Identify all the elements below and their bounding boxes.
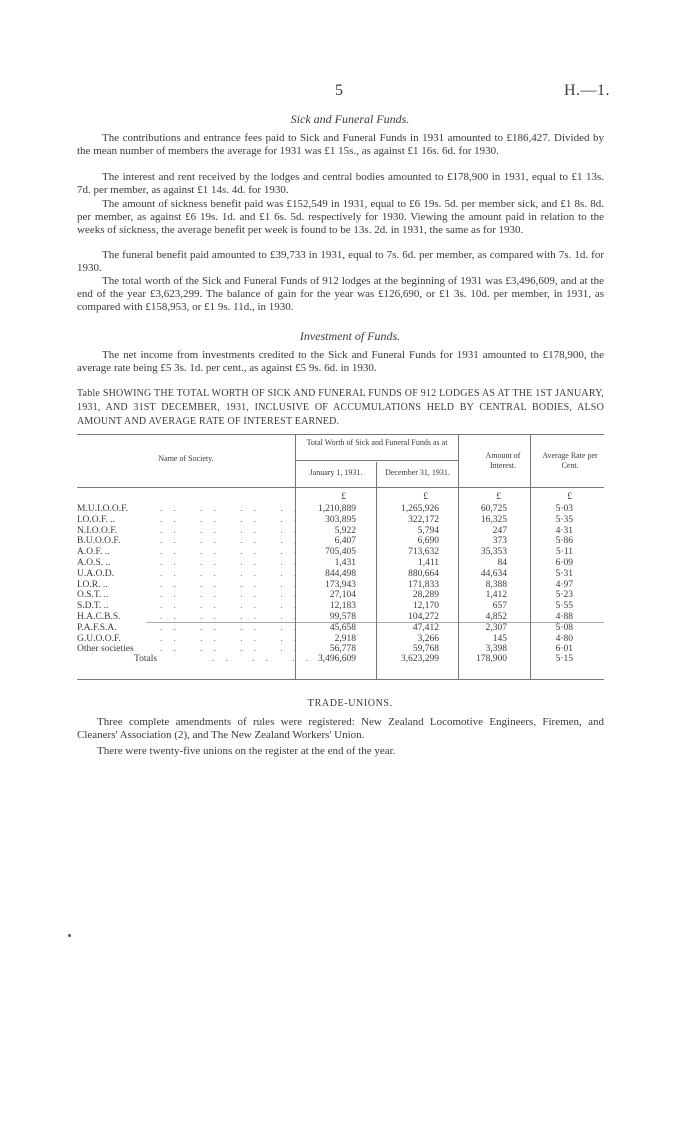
unit-symbol: £ bbox=[496, 492, 501, 502]
society-name: M.U.I.O.O.F. bbox=[77, 504, 128, 514]
worth-dec: 12,170 bbox=[412, 601, 439, 612]
interest-amount: 373 bbox=[492, 536, 507, 547]
worth-dec: 5,794 bbox=[417, 525, 439, 536]
dot-leaders: .. .. .. .. bbox=[160, 601, 308, 612]
totals-interest: 178,900 bbox=[476, 654, 507, 664]
worth-jan: 27,104 bbox=[329, 590, 356, 601]
table-row bbox=[77, 558, 604, 569]
society-name: A.O.F. .. bbox=[77, 547, 110, 558]
sick-funeral-heading: Sick and Funeral Funds. bbox=[290, 112, 410, 126]
interest-amount: 657 bbox=[492, 601, 507, 612]
table-row bbox=[77, 515, 604, 526]
totals-rate: 5·15 bbox=[555, 654, 573, 664]
interest-rate: 5·55 bbox=[555, 601, 573, 612]
totals-dec: 3,623,299 bbox=[401, 654, 439, 664]
paragraph-funeral-benefit: The funeral benefit paid amounted to £39,733 in 1931, equal to 7s. 6d. per member, as compared with 7s. 1d. for 1930. bbox=[77, 249, 604, 275]
dot-leaders: .. .. .. .. bbox=[160, 536, 308, 547]
interest-rate: 5·86 bbox=[555, 536, 573, 547]
dot-leaders: .. .. .. .. bbox=[160, 644, 308, 655]
unit-symbol: £ bbox=[423, 492, 428, 502]
header-jan: January 1, 1931. bbox=[309, 468, 363, 477]
dot-leaders: .. .. .. .. bbox=[160, 590, 308, 601]
interest-amount: 44,634 bbox=[480, 568, 507, 579]
interest-rate: 6·01 bbox=[555, 644, 573, 655]
paragraph-amendments: Three complete amendments of rules were registered: New Zealand Locomotive Engineers, Firemen, and Cleaners' Association (2), and The New Zealand Workers' Union. bbox=[77, 716, 604, 742]
table-row bbox=[77, 569, 604, 580]
worth-jan: 6,407 bbox=[334, 536, 356, 547]
dot-leaders: .. .. .. .. bbox=[160, 547, 308, 558]
society-name: H.A.C.B.S. bbox=[77, 612, 121, 622]
interest-rate: 4·97 bbox=[555, 579, 573, 590]
interest-rate: 5·08 bbox=[555, 622, 573, 633]
interest-amount: 1,412 bbox=[485, 590, 507, 601]
header-dec: December 31, 1931. bbox=[385, 468, 450, 477]
interest-amount: 35,353 bbox=[480, 547, 507, 558]
worth-dec: 6,690 bbox=[417, 536, 439, 547]
table-row bbox=[77, 526, 604, 537]
society-name: A.O.S. .. bbox=[77, 558, 111, 568]
interest-rate: 5·03 bbox=[555, 504, 573, 514]
worth-dec: 3,266 bbox=[417, 633, 439, 644]
interest-amount: 84 bbox=[497, 558, 507, 568]
worth-jan: 303,895 bbox=[325, 514, 356, 525]
unit-symbol: £ bbox=[341, 492, 346, 502]
heading-rest: RADE-UNIONS. bbox=[314, 698, 393, 709]
table-title bbox=[77, 387, 604, 429]
worth-jan: 844,498 bbox=[325, 568, 356, 579]
society-name: I.O.O.F. .. bbox=[77, 514, 116, 525]
worth-jan: 1,431 bbox=[334, 558, 356, 568]
worth-jan: 12,183 bbox=[329, 601, 356, 612]
table-title-lead: Table bbox=[77, 388, 101, 399]
paragraph-union-count: There were twenty-five unions on the register at the end of the year. bbox=[97, 745, 396, 757]
worth-dec: 47,412 bbox=[412, 622, 439, 633]
totals-jan: 3,496,609 bbox=[318, 654, 356, 664]
table-row bbox=[77, 634, 604, 645]
interest-rate: 5·31 bbox=[555, 568, 573, 579]
worth-dec: 1,265,926 bbox=[401, 504, 439, 514]
table-totals-row bbox=[77, 654, 604, 665]
worth-dec: 880,664 bbox=[408, 568, 439, 579]
interest-rate: 4·31 bbox=[555, 525, 573, 536]
investment-heading: Investment of Funds. bbox=[299, 329, 401, 343]
society-name: P.A.F.S.A. bbox=[77, 622, 117, 633]
worth-jan: 5,922 bbox=[334, 525, 356, 536]
worth-jan: 705,405 bbox=[325, 547, 356, 558]
interest-rate: 4·80 bbox=[555, 633, 573, 644]
interest-rate: 6·09 bbox=[555, 558, 573, 568]
paragraph-contributions: The contributions and entrance fees paid to Sick and Funeral Funds in 1931 amounted to £186,427. Divided by the mean number of members the average for 1931 was £1 15s., as against £1 16s. 6d. for 1930. bbox=[77, 132, 604, 158]
table-top-rule bbox=[77, 434, 604, 435]
interest-amount: 8,388 bbox=[485, 579, 507, 590]
paragraph-investment: The net income from investments credited to the Sick and Funeral Funds for 1931 amounted to £178,900, the average rate being £5 3s. 1d. per cent., as against £5 9s. 6d. in 1930. bbox=[77, 349, 604, 375]
table-row bbox=[77, 504, 604, 515]
page-number: 5 bbox=[335, 82, 343, 99]
society-name: G.U.O.O.F. bbox=[77, 633, 121, 644]
group-header-rule bbox=[296, 460, 458, 461]
paragraph-interest-rent: The interest and rent received by the lodges and central bodies amounted to £178,900 in 1931, equal to £1 13s. 7d. per member, as against £1 14s. 4d. for 1930. bbox=[77, 171, 604, 197]
worth-jan: 99,578 bbox=[329, 612, 356, 622]
header-rate: Average Rate per Cent. bbox=[542, 451, 598, 470]
society-name: N.I.O.O.F. bbox=[77, 525, 118, 536]
worth-dec: 1,411 bbox=[417, 558, 439, 568]
heading-initial: T bbox=[307, 697, 315, 709]
worth-jan: 45,658 bbox=[329, 622, 356, 633]
worth-dec: 104,272 bbox=[408, 612, 439, 622]
header-interest: Amount of Interest. bbox=[485, 451, 521, 470]
interest-amount: 2,307 bbox=[485, 622, 507, 633]
dot-leaders: .. .. .. .. bbox=[160, 622, 308, 633]
table-bottom-rule bbox=[77, 679, 604, 680]
society-name: Other societies bbox=[77, 644, 134, 655]
header-worth-group: Total Worth of Sick and Funeral Funds as at bbox=[306, 438, 448, 447]
worth-dec: 171,833 bbox=[408, 579, 439, 590]
worth-jan: 2,918 bbox=[334, 633, 356, 644]
dot-leaders: .. .. .. .. bbox=[160, 633, 308, 644]
worth-dec: 322,172 bbox=[408, 514, 439, 525]
interest-amount: 3,398 bbox=[485, 644, 507, 655]
society-name: S.D.T. .. bbox=[77, 601, 109, 612]
worth-jan: 173,943 bbox=[325, 579, 356, 590]
interest-rate: 4·88 bbox=[555, 612, 573, 622]
dot-leaders: .. .. .. .. bbox=[160, 579, 308, 590]
interest-rate: 5·23 bbox=[555, 590, 573, 601]
stray-mark bbox=[68, 934, 71, 937]
table-row bbox=[77, 623, 604, 634]
interest-amount: 60,725 bbox=[480, 504, 507, 514]
table-row bbox=[77, 547, 604, 558]
worth-jan: 56,778 bbox=[329, 644, 356, 655]
worth-dec: 59,768 bbox=[412, 644, 439, 655]
society-name: U.A.O.D. bbox=[77, 568, 114, 579]
totals-label: Totals bbox=[134, 654, 158, 664]
table-row bbox=[77, 601, 604, 612]
worth-dec: 713,632 bbox=[408, 547, 439, 558]
header-society: Name of Society. bbox=[158, 454, 214, 463]
table-header-rule bbox=[77, 487, 604, 488]
worth-dec: 28,289 bbox=[412, 590, 439, 601]
dot-leaders: .. .. .. bbox=[212, 654, 319, 664]
table-row bbox=[77, 612, 604, 623]
interest-amount: 145 bbox=[492, 633, 507, 644]
document-reference: H.—1. bbox=[564, 82, 611, 99]
paragraph-total-worth: The total worth of the Sick and Funeral Funds of 912 lodges at the beginning of 1931 was £3,496,609, and at the end of the year £3,623,299. The balance of gain for the year was £126,690, or £1 3s. 10d. per member, in 1931, as compared with £158,953, or £1 9s. 11d., in 1930. bbox=[77, 275, 604, 314]
interest-amount: 4,852 bbox=[485, 612, 507, 622]
dot-leaders: .. .. .. .. bbox=[160, 514, 308, 525]
table-row bbox=[77, 536, 604, 547]
dot-leaders: .. .. .. .. bbox=[160, 612, 308, 622]
society-name: I.O.R. .. bbox=[77, 579, 108, 590]
interest-amount: 16,325 bbox=[480, 514, 507, 525]
page-header bbox=[0, 82, 700, 102]
paragraph-sickness-benefit: The amount of sickness benefit paid was £152,549 in 1931, equal to £6 19s. 5d. per member sick, and £1 8s. 8d. per member, as against £6 19s. 1d. and £1 6s. 5d. respectively for 1930. Viewing the amount paid in relation to the weeks of sickness, the average benefit per week is found to be 13s. 2d. in 1931, the same as for 1930. bbox=[77, 198, 604, 237]
interest-amount: 247 bbox=[492, 525, 507, 536]
interest-rate: 5·35 bbox=[555, 514, 573, 525]
society-name: O.S.T. .. bbox=[77, 590, 109, 601]
dot-leaders: .. .. .. .. bbox=[160, 504, 308, 514]
dot-leaders: .. .. .. .. bbox=[160, 558, 308, 568]
trade-unions-heading bbox=[0, 697, 700, 709]
society-name: B.U.O.O.F. bbox=[77, 536, 121, 547]
worth-jan: 1,210,889 bbox=[318, 504, 356, 514]
interest-rate: 5·11 bbox=[555, 547, 573, 558]
dot-leaders: .. .. .. .. bbox=[160, 525, 308, 536]
unit-symbol: £ bbox=[567, 492, 572, 502]
table-row bbox=[77, 580, 604, 591]
table-title-text: SHOWING THE TOTAL WORTH OF SICK AND FUNERAL FUNDS OF 912 LODGES AS AT THE 1ST JANUARY, 1931, AND 31ST DECEMBER, 1931, INCLUSIVE OF ACCUMULATIONS HELD BY CENTRAL BODIES, ALSO AMOUNT AND AVERAGE RATE OF INTEREST EARNED. bbox=[77, 388, 604, 427]
table-row bbox=[77, 590, 604, 601]
dot-leaders: .. .. .. .. bbox=[160, 568, 308, 579]
